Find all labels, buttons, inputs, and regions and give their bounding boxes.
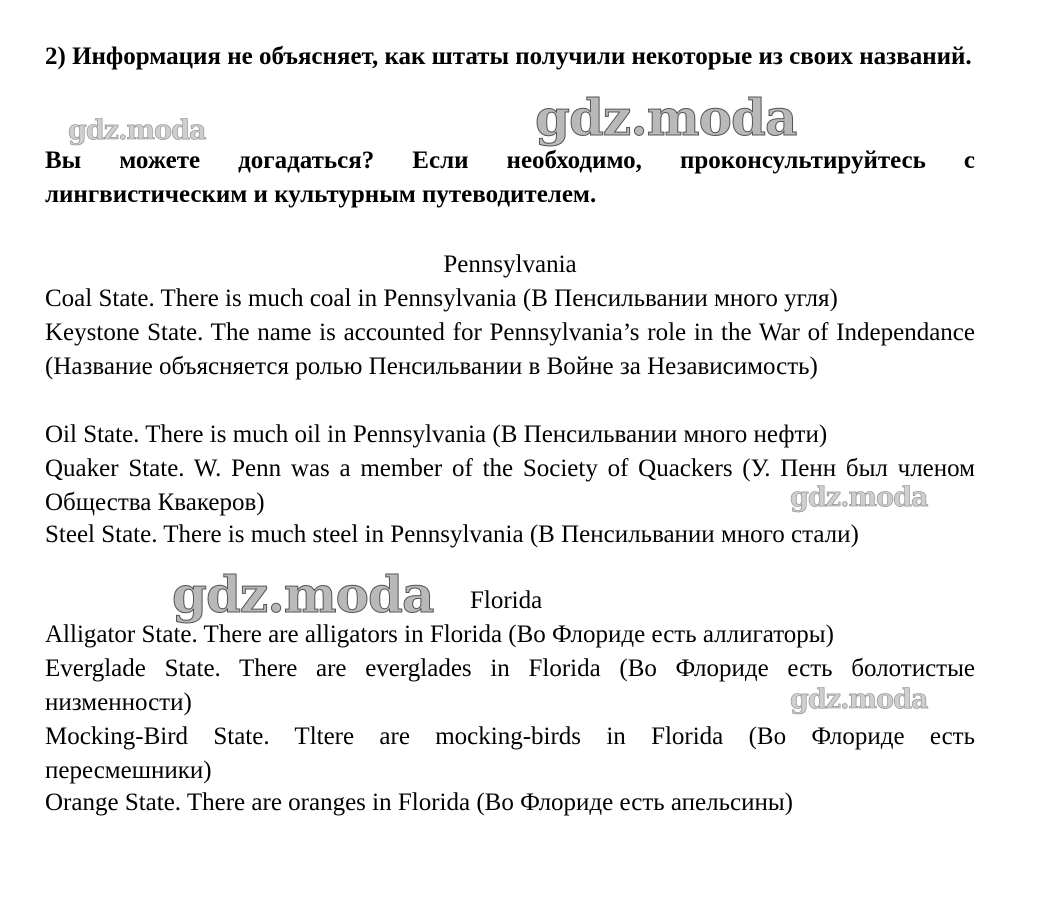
watermark-logo: gdz.moda (535, 88, 797, 147)
florida-item-mocking-bird: Mocking-Bird State. Tltere are mocking-birds in Florida (Во Флориде есть пересмешники) (45, 723, 975, 784)
watermark-logo: gdz.moda (790, 482, 928, 513)
pennsylvania-item-steel: Steel State. There is much steel in Pennsylvania (В Пенсильвании много стали) (45, 521, 859, 548)
watermark-logo: gdz.moda (68, 115, 206, 146)
florida-heading: Florida (470, 587, 543, 614)
pennsylvania-item-keystone: Keystone State. The name is accounted for Pennsylvania’s role in the War of Independance (Название объясняется ролью Пенсильвании в Войне за Независимость) (45, 319, 975, 380)
florida-item-orange: Orange State. There are oranges in Florida (Во Флориде есть апельсины) (45, 789, 793, 816)
florida-item-alligator: Alligator State. There are alligators in Florida (Во Флориде есть аллигаторы) (45, 621, 834, 648)
pennsylvania-heading: Pennsylvania (443, 251, 577, 278)
watermark-logo: gdz.moda (172, 565, 434, 624)
florida-item-everglade: Everglade State. There are everglades in Florida (Во Флориде есть болотистые низменности) (45, 655, 975, 716)
watermark-logo: gdz.moda (790, 684, 928, 715)
pennsylvania-item-coal: Coal State. There is much coal in Pennsylvania (В Пенсильвании много угля) (45, 285, 838, 312)
pennsylvania-item-oil: Oil State. There is much oil in Pennsylvania (В Пенсильвании много нефти) (45, 421, 828, 448)
instruction-question: Вы можете догадаться? Если необходимо, проконсультируйтесь с лингвистическим и культурным путеводителем. (45, 147, 975, 208)
pennsylvania-item-quaker: Quaker State. W. Penn was a member of the Society of Quackers (У. Пенн был членом Общества Квакеров) (45, 455, 975, 516)
instruction-text: 2) Информация не объясняет, как штаты получили некоторые из своих названий. (45, 43, 972, 70)
